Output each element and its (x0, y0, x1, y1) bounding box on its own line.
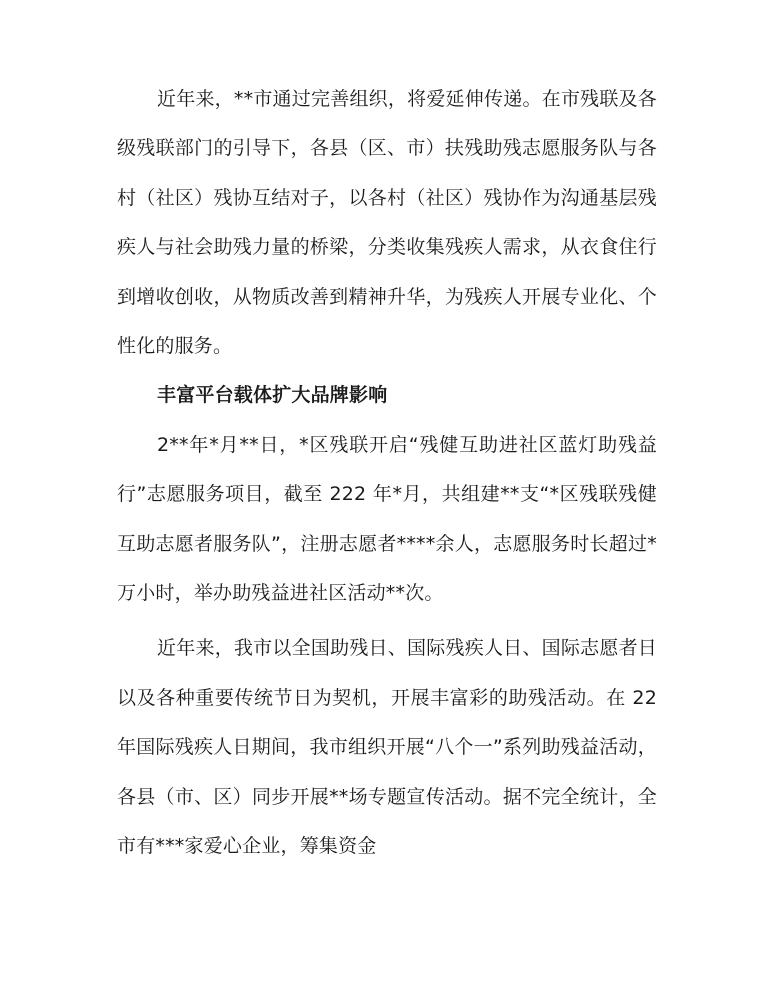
paragraph-activities: 近年来，我市以全国助残日、国际残疾人日、国际志愿者日以及各种重要传统节日为契机，开展丰富彩的助残活动。在 22 年国际残疾人日期间，我市组织开展“八个一”系列助残益活动，各县（市、区）同步开展**场专题宣传活动。据不完全统计，全市有***家爱心企业，筹集资金 (117, 637, 657, 858)
paragraph-organization: 近年来，**市通过完善组织，将爱延伸传递。在市残联及各级残联部门的引导下，各县（区、市）扶残助残志愿服务队与各村（社区）残协互结对子，以各村（社区）残协作为沟通基层残疾人与社会助残力量的桥梁，分类收集残疾人需求，从衣食住行到增收创收，从物质改善到精神升华，为残疾人开展专业化、个性化的服务。 (117, 88, 657, 358)
document-body (117, 75, 657, 872)
paragraph-volunteer-project: 2**年*月**日，*区残联开启“残健互助进社区蓝灯助残益行”志愿服务项目，截至 222 年*月，共组建**支“*区残联残健互助志愿者服务队”，注册志愿者****余人，志愿服务时长超过*万小时，举办助残益进社区活动**次。 (117, 433, 657, 605)
section-heading: 丰富平台载体扩大品牌影响 (157, 384, 388, 407)
